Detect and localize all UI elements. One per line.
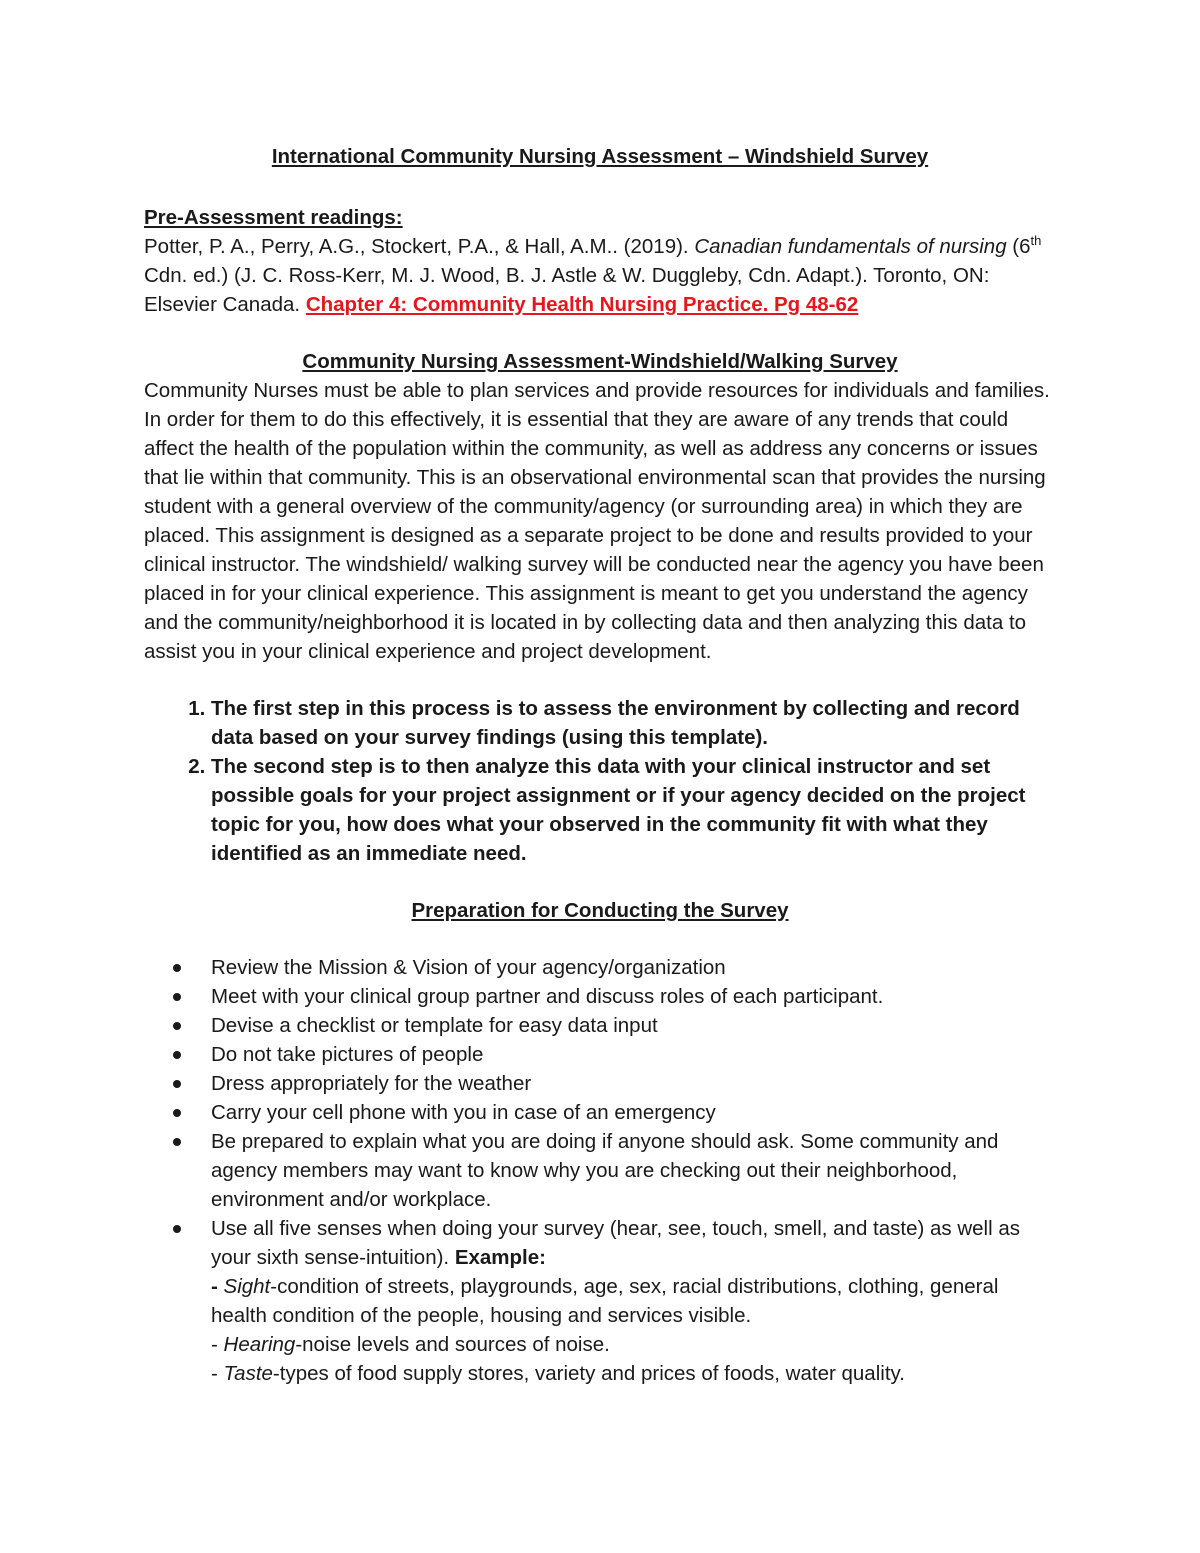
spacer [144, 319, 1056, 347]
list-item [211, 1098, 1056, 1127]
bullet-icon [173, 1051, 181, 1059]
list-item-text: Carry your cell phone with you in case of an emergency [211, 1101, 716, 1124]
preparation-list [144, 953, 1056, 1388]
example-label: Example: [454, 1246, 546, 1269]
list-item [211, 1011, 1056, 1040]
example-line [211, 1330, 1056, 1359]
example-sense: Taste [223, 1362, 273, 1385]
list-item [211, 953, 1056, 982]
spacer [144, 171, 1056, 203]
list-item [211, 1127, 1056, 1214]
example-desc: -condition of streets, playgrounds, age, sex, racial distributions, clothing, general health condition of the people, housing and services visible. [211, 1275, 999, 1327]
example-prefix: - [211, 1362, 224, 1385]
example-sense: Hearing [223, 1333, 296, 1356]
bullet-icon [173, 1080, 181, 1088]
list-item-text: Do not take pictures of people [211, 1043, 484, 1066]
list-item-senses [211, 1214, 1056, 1388]
reference-book-title: Canadian fundamentals of nursing [694, 235, 1007, 258]
spacer [144, 925, 1056, 953]
reference-citation [144, 232, 1056, 319]
step-item: 1. The first step in this process is to assess the environment by collecting and record data based on your survey findings (using this template). [211, 694, 1056, 752]
example-desc: -noise levels and sources of noise. [295, 1333, 610, 1356]
spacer [144, 666, 1056, 694]
list-item-text: Devise a checklist or template for easy data input [211, 1014, 658, 1037]
example-desc: -types of food supply stores, variety and prices of foods, water quality. [272, 1362, 905, 1385]
steps-list [144, 694, 1056, 868]
list-item [211, 1040, 1056, 1069]
bullet-icon [173, 1022, 181, 1030]
list-item-text: Be prepared to explain what you are doing if anyone should ask. Some community and agency members may want to know why you are checking out their neighborhood, environment and/or workplace. [211, 1130, 999, 1211]
document-title: International Community Nursing Assessment – Windshield Survey [271, 145, 929, 168]
reference-edition-start: (6 [1006, 235, 1031, 258]
list-item-text: Review the Mission & Vision of your agency/organization [211, 956, 726, 979]
pre-assessment-label: Pre-Assessment readings: [144, 206, 403, 229]
spacer [144, 868, 1056, 896]
reference-authors: Potter, P. A., Perry, A.G., Stockert, P.A., & Hall, A.M.. (2019). [144, 235, 695, 258]
survey-body: Community Nurses must be able to plan services and provide resources for individuals and families. In order for them to do this effectively, it is essential that they are aware of any trends that could affect the health of the population within the community, as well as address any concerns or issues that lie within that community. This is an observational environmental scan that provides the nursing student with a general overview of the community/agency (or surrounding area) in which they are placed. This assignment is designed as a separate project to be done and results provided to your clinical instructor. The windshield/ walking survey will be conducted near the agency you have been placed in for your clinical experience. This assignment is meant to get you understand the agency and the community/neighborhood it is located in by collecting data and then analyzing this data to assist you in your clinical experience and project development. [144, 379, 1050, 663]
step-item: 2. The second step is to then analyze this data with your clinical instructor and set possible goals for your project assignment or if your agency decided on the project topic for you, how does what your observed in the community fit with what they identified as an immediate need. [211, 752, 1056, 868]
bullet-icon [173, 1109, 181, 1117]
bullet-icon [173, 1138, 181, 1146]
example-line [211, 1359, 1056, 1388]
list-item [211, 982, 1056, 1011]
list-item-text: Dress appropriately for the weather [211, 1072, 532, 1095]
reference-edition-sup: th [1030, 233, 1042, 249]
example-prefix: - [211, 1275, 224, 1298]
example-sense: Sight [223, 1275, 271, 1298]
bullet-icon [173, 1225, 181, 1233]
chapter-link[interactable]: Chapter 4: Community Health Nursing Practice. Pg 48-62 [305, 293, 859, 316]
bullet-icon [173, 964, 181, 972]
senses-text: Use all five senses when doing your survey (hear, see, touch, smell, and taste) as well as your sixth sense-intuition). [211, 1217, 1021, 1269]
reference-publisher: Cdn. ed.) (J. C. Ross-Kerr, M. J. Wood, B. J. Astle & W. Duggleby, Cdn. Adapt.). Toronto, ON: Elsevier Canada. [144, 264, 990, 316]
list-item-text: Meet with your clinical group partner and discuss roles of each participant. [211, 985, 884, 1008]
example-line [211, 1272, 1056, 1330]
bullet-icon [173, 993, 181, 1001]
preparation-heading: Preparation for Conducting the Survey [411, 899, 789, 922]
list-item [211, 1069, 1056, 1098]
example-prefix: - [211, 1333, 224, 1356]
survey-heading: Community Nursing Assessment-Windshield/Walking Survey [302, 350, 898, 373]
